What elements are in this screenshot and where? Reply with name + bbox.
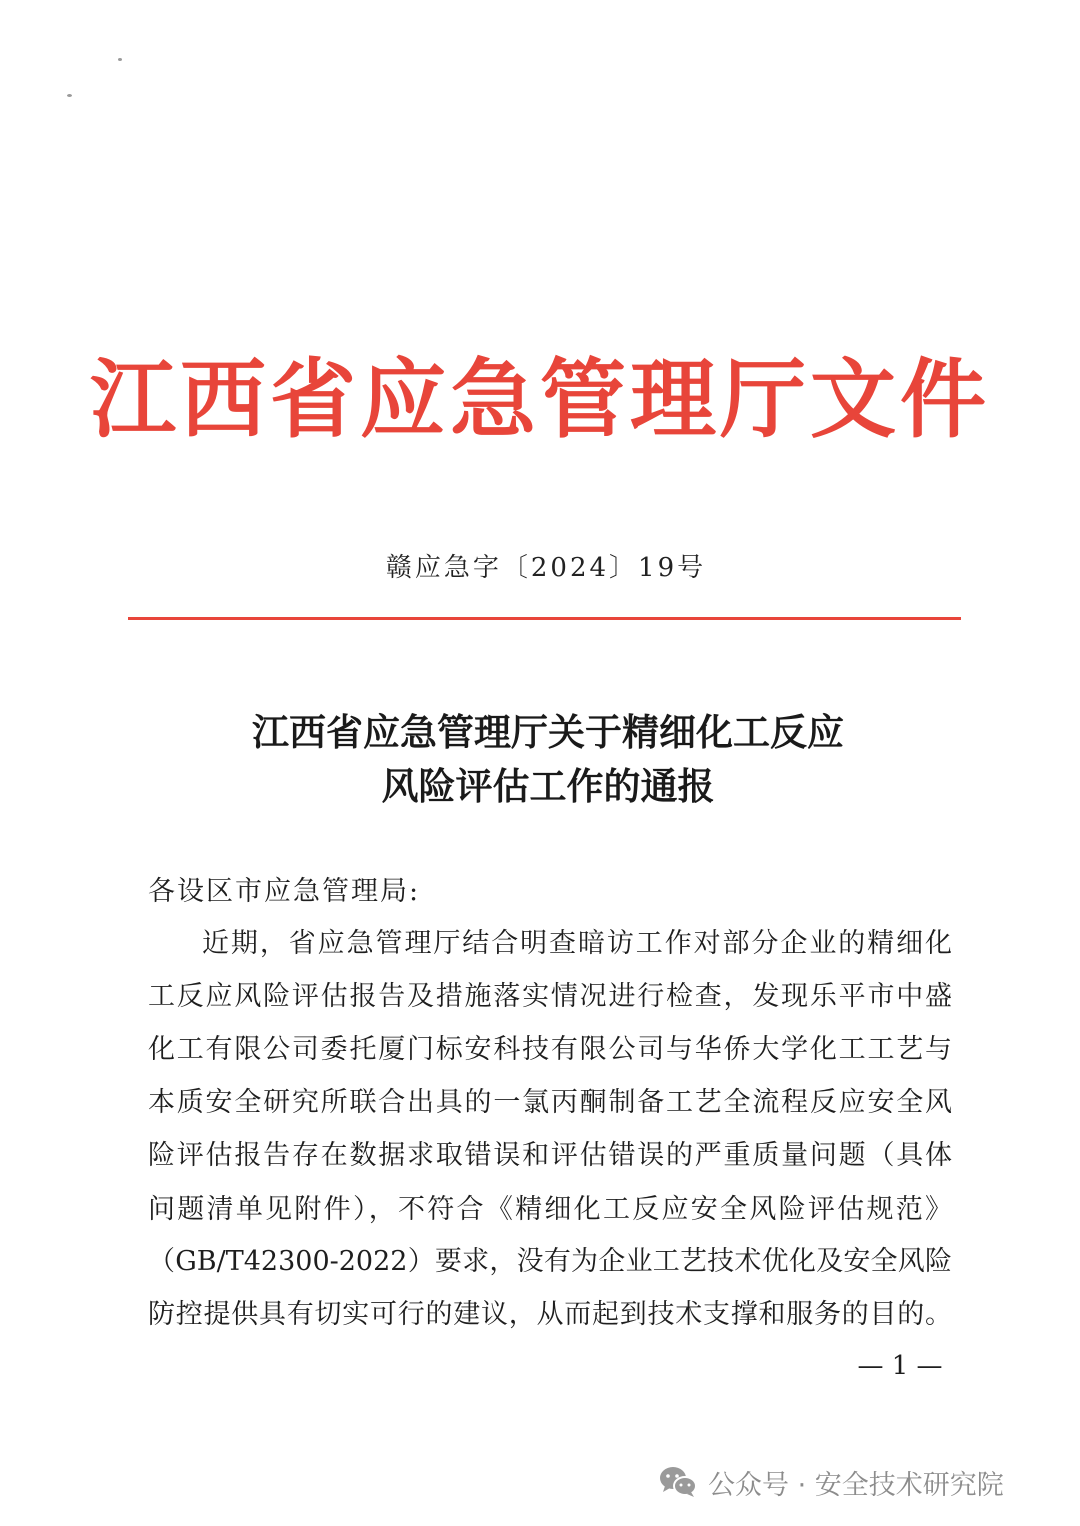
salutation: 各设区市应急管理局: — [148, 876, 421, 907]
paragraph-line: 工反应风险评估报告及措施落实情况进行检查，发现乐平市中盛 — [148, 981, 952, 1012]
notice-title-line-2: 风险评估工作的通报 — [381, 765, 715, 808]
scan-speck — [118, 58, 122, 61]
paragraph-line: （GB/T42300-2022）要求，没有为企业工艺技术优化及安全风险 — [148, 1246, 952, 1277]
red-divider-line — [128, 617, 961, 620]
paragraph-line: 本质安全研究所联合出具的一氯丙酮制备工艺全流程反应安全风 — [148, 1087, 952, 1118]
notice-title-line-1: 江西省应急管理厅关于精细化工反应 — [252, 711, 844, 754]
scan-speck — [67, 94, 72, 97]
page-number: — 1 — — [857, 1351, 943, 1381]
watermark — [658, 1460, 1004, 1504]
paragraph-line: 险评估报告存在数据求取错误和评估错误的严重质量问题（具体 — [148, 1140, 952, 1171]
wechat-icon — [658, 1464, 698, 1500]
paragraph-line: 问题清单见附件），不符合《精细化工反应安全风险评估规范》 — [148, 1194, 952, 1225]
issuer-header-title: 江西省应急管理厅文件 — [90, 350, 990, 450]
paragraph-line: 防控提供具有切实可行的建议，从而起到技术支撑和服务的目的。 — [148, 1299, 952, 1330]
paragraph-line: 化工有限公司委托厦门标安科技有限公司与华侨大学化工工艺与 — [148, 1034, 952, 1065]
document-number: 赣应急字〔2024〕19号 — [385, 553, 707, 583]
watermark-text: 公众号 · 安全技术研究院 — [708, 1469, 1004, 1501]
paragraph-line: 近期，省应急管理厅结合明查暗访工作对部分企业的精细化 — [202, 928, 952, 959]
